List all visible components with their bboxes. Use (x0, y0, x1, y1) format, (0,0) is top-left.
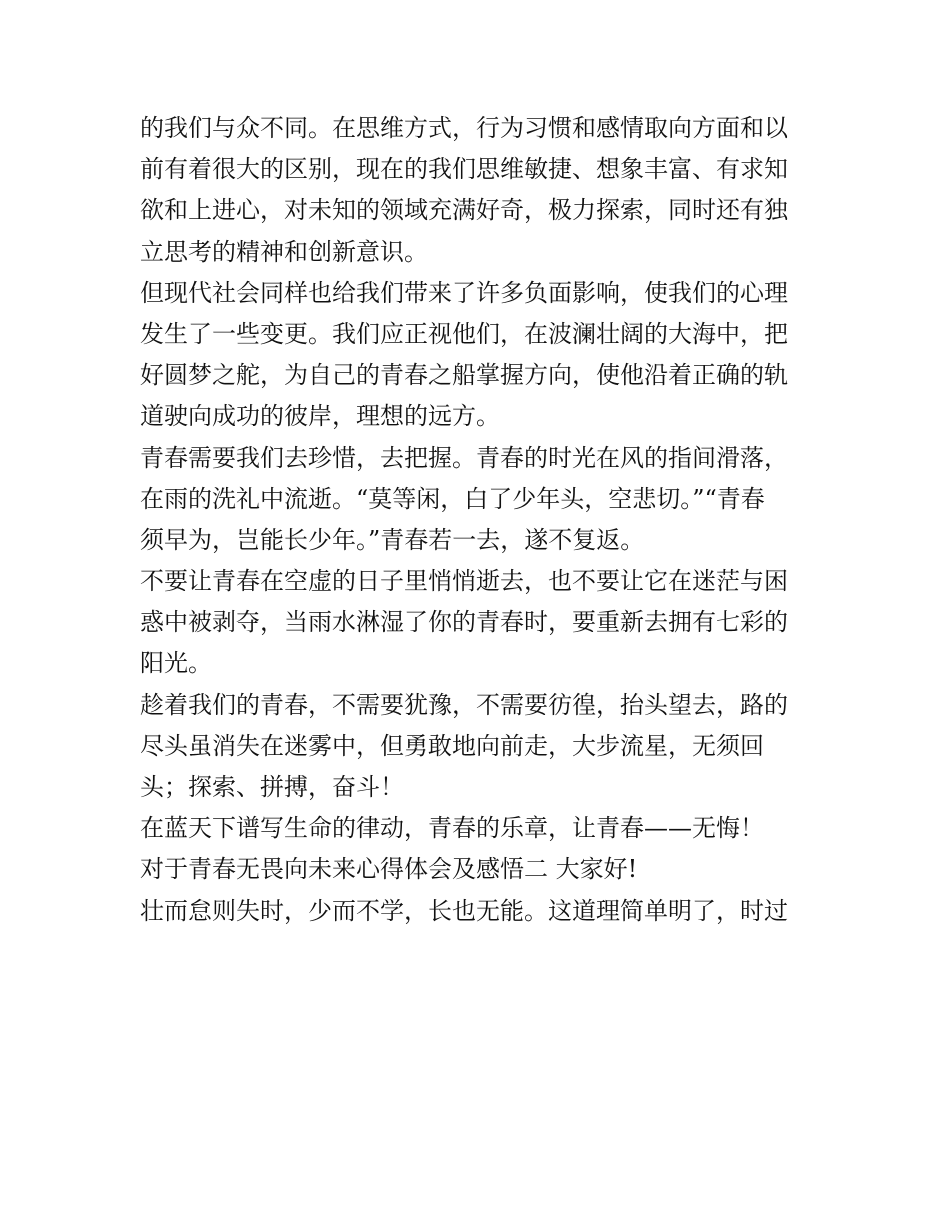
text-line: 立思考的精神和创新意识。 (140, 237, 428, 266)
text-line: 在蓝天下谱写生命的律动，青春的乐章，让青春——无悔！ (140, 814, 764, 843)
text-line: 青春需要我们去珍惜，去把握。青春的时光在风的指间滑落， (140, 443, 788, 472)
text-line: 但现代社会同样也给我们带来了许多负面影响，使我们的心理 (140, 278, 788, 307)
text-line: 在雨的洗礼中流逝。“莫等闲，白了少年头，空悲切。”“青春 (140, 484, 765, 513)
text-line: 欲和上进心，对未知的领域充满好奇，极力探索，同时还有独 (140, 196, 788, 225)
text-line: 阳光。 (140, 649, 212, 678)
text-line: 对于青春无畏向未来心得体会及感悟二 大家好! (140, 855, 638, 884)
text-line: 前有着很大的区别，现在的我们思维敏捷、想象丰富、有求知 (140, 155, 788, 184)
text-line: 道驶向成功的彼岸，理想的远方。 (140, 402, 500, 431)
text-line: 尽头虽消失在迷雾中，但勇敢地向前走，大步流星，无须回 (140, 731, 764, 760)
text-line: 好圆梦之舵，为自己的青春之船掌握方向，使他沿着正确的轨 (140, 361, 788, 390)
text-line: 壮而怠则失时，少而不学，长也无能。这道理简单明了，时过 (140, 896, 788, 925)
text-line: 不要让青春在空虚的日子里悄悄逝去，也不要让它在迷茫与困 (140, 567, 788, 596)
body-text (140, 108, 820, 932)
text-line: 趁着我们的青春，不需要犹豫，不需要彷徨，抬头望去，路的 (140, 690, 788, 719)
text-line: 发生了一些变更。我们应正视他们，在波澜壮阔的大海中，把 (140, 319, 788, 348)
text-line: 惑中被剥夺，当雨水淋湿了你的青春时，要重新去拥有七彩的 (140, 608, 788, 637)
text-line: 须早为，岂能长少年。”青春若一去，遂不复返。 (140, 525, 645, 554)
text-line: 头；探索、拼搏，奋斗！ (140, 773, 404, 801)
text-line: 的我们与众不同。在思维方式，行为习惯和感情取向方面和以 (140, 114, 788, 142)
